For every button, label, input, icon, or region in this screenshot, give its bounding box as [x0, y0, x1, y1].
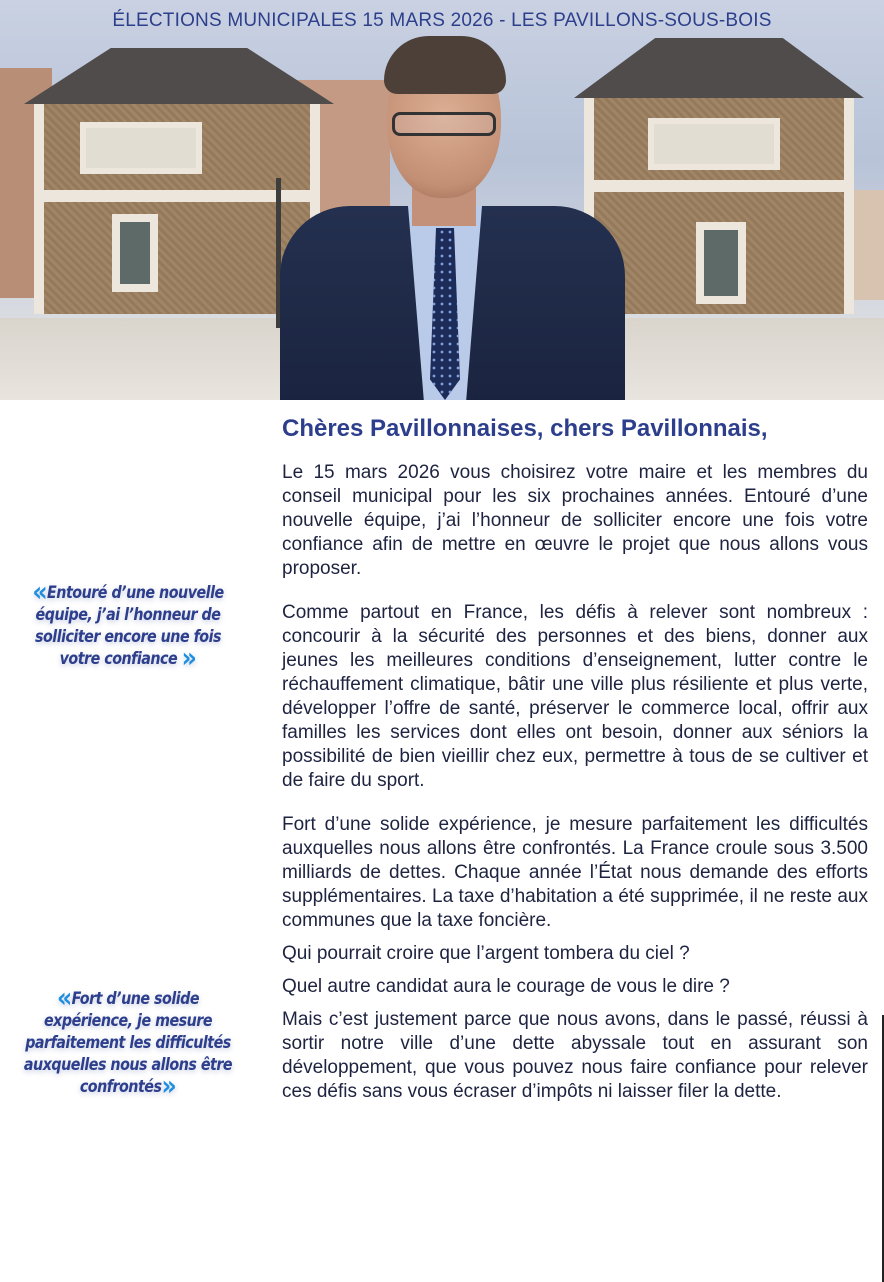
- glasses-icon: [392, 112, 496, 136]
- pull-quote-experience: [15, 981, 240, 1102]
- open-quote-icon: «: [32, 575, 48, 608]
- pull-quote-team: [20, 575, 235, 674]
- pull-quote-text: Fort d’une solide expérience, je mesure parfaitement les difficultés auxquelles nous allons être confrontés: [23, 989, 233, 1097]
- paragraph-challenges: Comme partout en France, les défis à relever sont nombreux : concourir à la sécurité des personnes et des biens, donner aux jeunes les meilleures conditions d’enseignement, lutter contre le réchauffement climatique, bâtir une ville plus résiliente et plus verte, développer l’offre de santé, préserver le commerce local, offrir aux familles les services dont elles ont besoin, donner aux séniors la possibilité de bien vieillir chez eux, permettre à tous de se cultiver et de faire du sport.: [282, 601, 868, 791]
- open-quote-icon: «: [56, 981, 72, 1014]
- paragraph-intro: Le 15 mars 2026 vous choisirez votre maire et les membres du conseil municipal pour les six prochaines années. Entouré d’une nouvelle équipe, j’ai l’honneur de solliciter encore une fois votre confiance afin de mettre en œuvre le projet que nous allons vous proposer.: [282, 461, 868, 579]
- close-quote-icon: »: [181, 641, 197, 674]
- paragraph-experience: Fort d’une solide expérience, je mesure parfaitement les difficultés auxquelles nous allons être confrontés. La France croule sous 3.500 milliards de dettes. Chaque année l’État nous demande des efforts supplémentaires. La taxe d’habitation a été supprimée, il ne reste aux communes que la taxe foncière.: [282, 813, 868, 931]
- election-headline: ÉLECTIONS MUNICIPALES 15 MARS 2026 - LES PAVILLONS-SOUS-BOIS: [112, 10, 772, 31]
- greeting: Chères Pavillonnaises, chers Pavillonnais,: [282, 415, 768, 442]
- pull-quote-text: Entouré d’une nouvelle équipe, j’ai l’honneur de solliciter encore une fois votre confiance: [34, 583, 224, 669]
- candidate-portrait: [280, 38, 625, 400]
- right-pavilion-window: [696, 222, 746, 304]
- paragraph-conclusion: Mais c’est justement parce que nous avons, dans le passé, réussi à sortir notre ville d’une dette abyssale tout en assurant son développement, que vous pouvez nous faire confiance pour relever ces défis sans vous écraser d’impôts ni laisser filer la dette.: [282, 1008, 868, 1102]
- left-pavilion-window: [112, 214, 158, 292]
- close-quote-icon: »: [161, 1069, 177, 1102]
- letter-body: [282, 415, 868, 1124]
- question-courage: Quel autre candidat aura le courage de vous le dire ?: [282, 975, 730, 997]
- question-money: Qui pourrait croire que l’argent tombera du ciel ?: [282, 942, 690, 964]
- hero-photo: [0, 0, 884, 400]
